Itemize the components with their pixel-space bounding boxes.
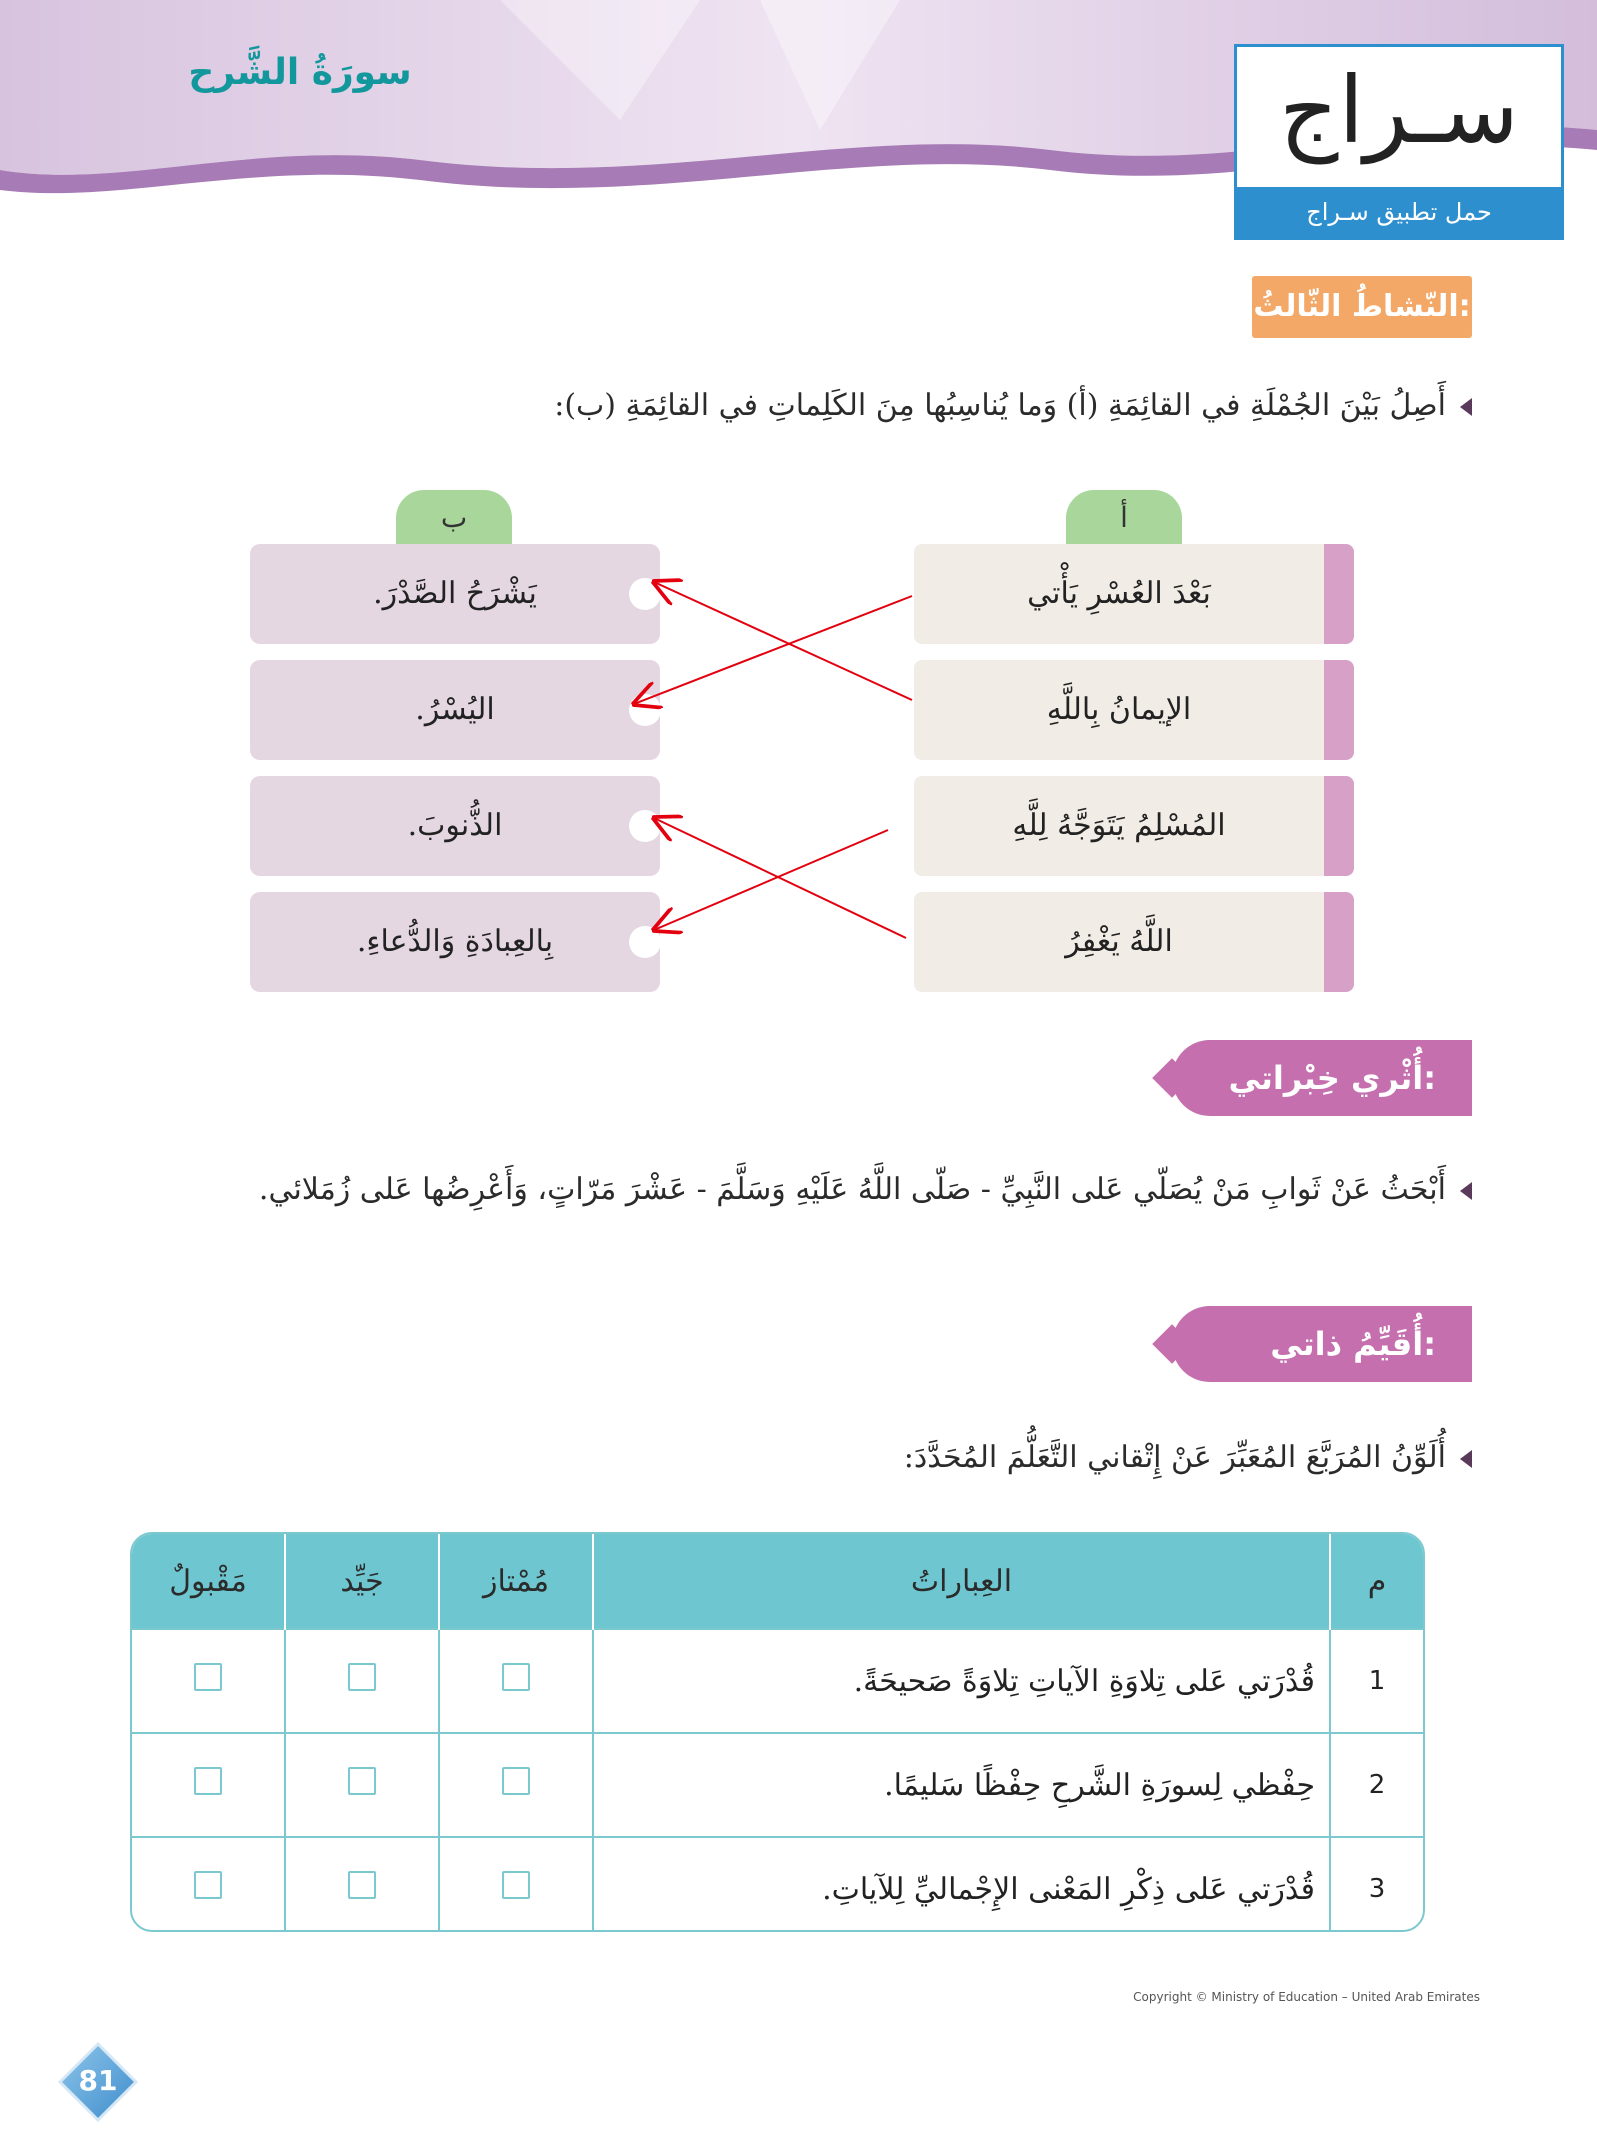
column-b-text: الذُّنوبَ. [407, 808, 503, 843]
row-number: 2 [1330, 1733, 1423, 1837]
good-checkbox[interactable] [348, 1767, 376, 1795]
column-a-header: أ [1066, 490, 1182, 546]
self-assess-label: أُقَيِّمُ ذاتي: [1172, 1306, 1472, 1382]
column-a-item[interactable]: المُسْلِمُ يَتَوَجَّهُ لِلَّهِ [914, 776, 1354, 876]
siraj-logo: سـراج [1279, 57, 1519, 164]
enrich-instruction: أَبْحَثُ عَنْ ثَوابِ مَنْ يُصَلّي عَلى النَّبِيِّ - صَلّى اللَّهُ عَلَيْهِ وَسَلَّمَ - عَشْرَ مَرّاتٍ، وَأَعْرِضُها عَلى زُمَلائي. [259, 1172, 1472, 1207]
chapter-title: سورَةُ الشَّرح [188, 52, 412, 93]
acceptable-checkbox[interactable] [194, 1663, 222, 1691]
good-checkbox[interactable] [348, 1663, 376, 1691]
excellent-checkbox[interactable] [502, 1871, 530, 1899]
row-number: 3 [1330, 1837, 1423, 1932]
table-row [132, 1733, 1423, 1837]
header-acceptable: مَقْبولٌ [132, 1534, 285, 1629]
column-a-item[interactable]: بَعْدَ العُسْرِ يَأْتي [914, 544, 1354, 644]
column-b-text: يَشْرَحُ الصَّدْرَ. [373, 576, 537, 611]
row-number: 1 [1330, 1629, 1423, 1733]
activity-label: النّشاطُ الثّالثُ: [1252, 276, 1472, 338]
table-row [132, 1629, 1423, 1733]
arrow-line [654, 830, 888, 930]
arrow-line [634, 596, 912, 704]
column-a-item[interactable]: الإيمانُ بِاللَّهِ [914, 660, 1354, 760]
row-statement: قُدْرَتي عَلى تِلاوَةِ الآياتِ تِلاوَةً صَحيحَةً. [593, 1629, 1330, 1733]
copyright-notice: Copyright © Ministry of Education – United Arab Emirates [1133, 1990, 1480, 2004]
column-b-text: اليُسْرُ. [415, 692, 495, 727]
bullet-icon [1460, 1182, 1472, 1200]
column-b-header: ب [396, 490, 512, 546]
bullet-icon [1460, 1450, 1472, 1468]
arrow-line [654, 582, 912, 700]
header-num: م [1330, 1534, 1423, 1629]
page-number: 81 [78, 2064, 118, 2097]
self-assess-instruction: أُلَوِّنُ المُرَبَّعَ المُعَبِّرَ عَنْ إِتْقاني التَّعَلُّمَ المُحَدَّدَ: [904, 1440, 1472, 1475]
header-good: جَيِّد [285, 1534, 439, 1629]
download-app-text: حمل تطبيق سـراج [1237, 187, 1561, 237]
excellent-checkbox[interactable] [502, 1663, 530, 1691]
row-statement: حِفْظي لِسورَةِ الشَّرحِ حِفْظًا سَليمًا. [593, 1733, 1330, 1837]
table-row [132, 1837, 1423, 1932]
column-b-text: بِالعِبادَةِ وَالدُّعاءِ. [356, 924, 554, 959]
self-assessment-table [130, 1532, 1425, 1932]
arrow-line [654, 818, 906, 938]
column-a-item[interactable]: اللَّهُ يَغْفِرُ [914, 892, 1354, 992]
acceptable-checkbox[interactable] [194, 1871, 222, 1899]
excellent-checkbox[interactable] [502, 1767, 530, 1795]
good-checkbox[interactable] [348, 1871, 376, 1899]
header-excellent: مُمْتاز [439, 1534, 593, 1629]
enrich-label: أُثْري خِبْراتي: [1172, 1040, 1472, 1116]
activity-instruction: أَصِلُ بَيْنَ الجُمْلَةِ في القائِمَةِ (أ) وَما يُناسِبُها مِنَ الكَلِماتِ في القائِمَةِ (ب): [554, 388, 1472, 423]
acceptable-checkbox[interactable] [194, 1767, 222, 1795]
row-statement: قُدْرَتي عَلى ذِكْرِ المَعْنى الإِجْماليِّ لِلآياتِ. [593, 1837, 1330, 1932]
header-statements: العِباراتُ [593, 1534, 1330, 1629]
